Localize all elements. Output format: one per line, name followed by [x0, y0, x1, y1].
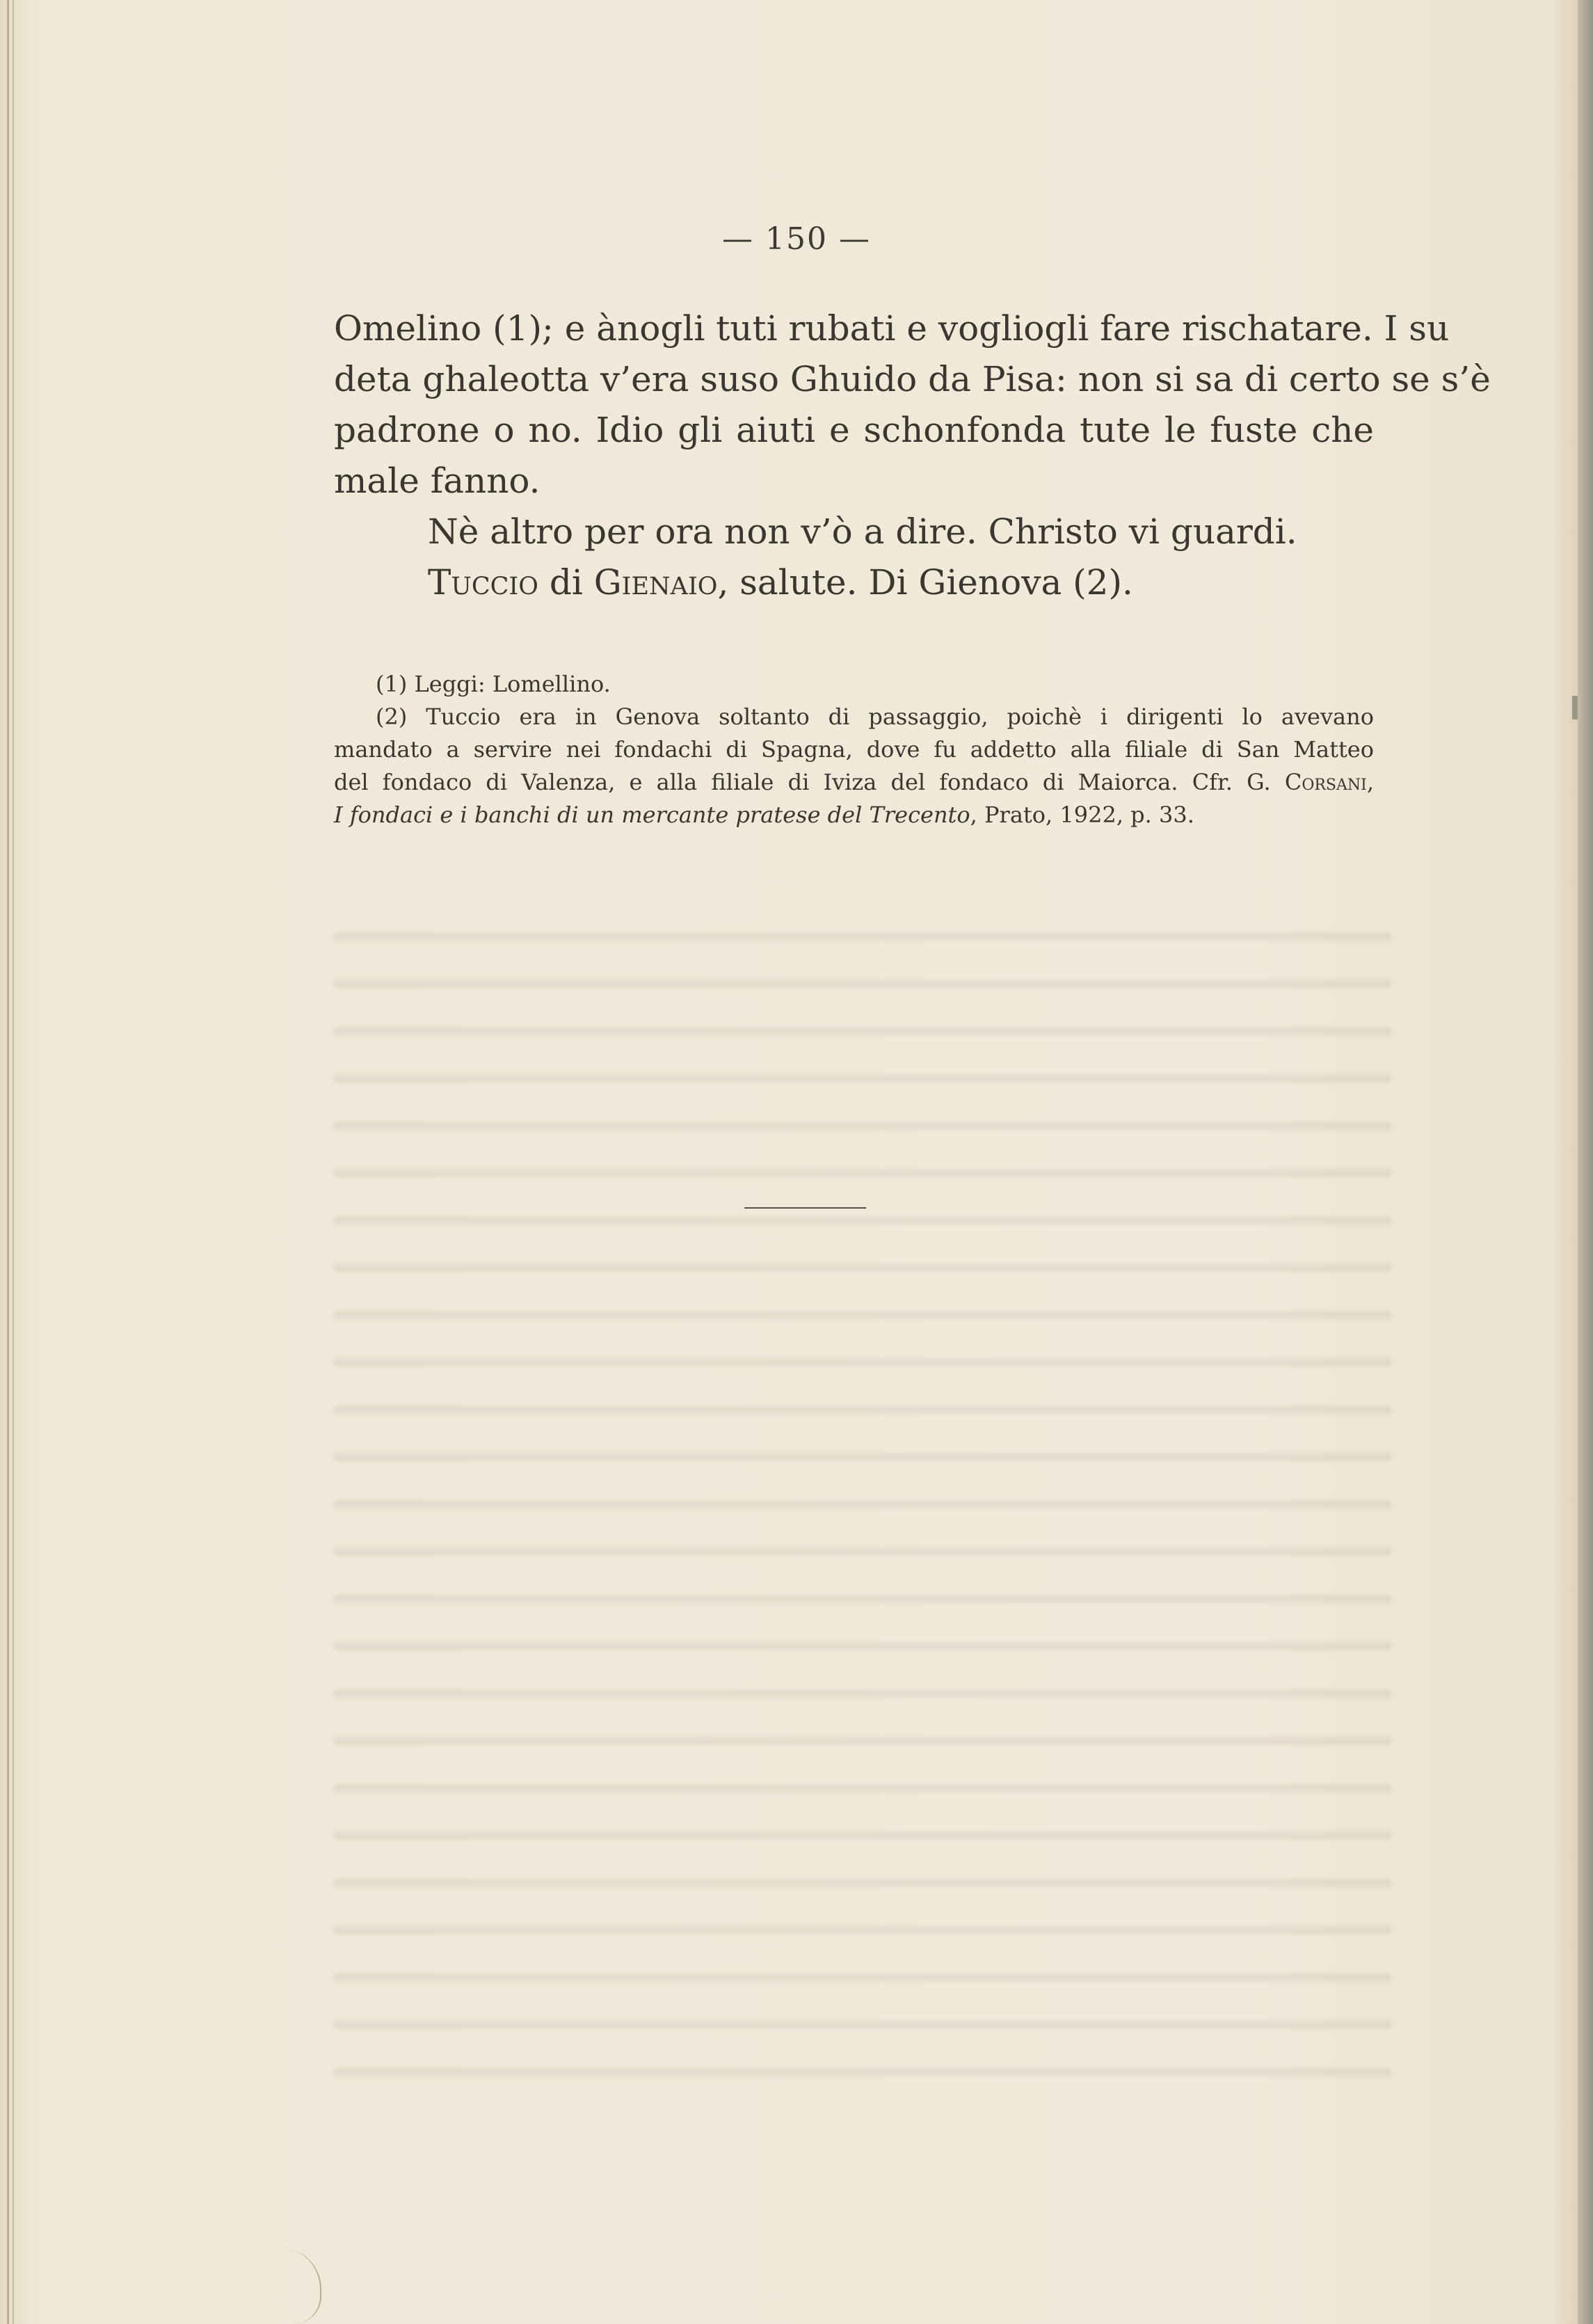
binding-edge-line	[13, 0, 14, 2324]
body-line: padrone o no. Idio gli aiuti e schonfonda tute le fuste che	[334, 410, 1374, 450]
signature-surname: Gienaio	[593, 562, 718, 603]
footnote-2-line: mandato a servire nei fondachi di Spagna, dove fu addetto alla filiale di San Matteo	[334, 736, 1374, 763]
footnote-2-line: (2) Tuccio era in Genova soltanto di passaggio, poichè i dirigenti lo avevano	[376, 703, 1374, 730]
signature-line	[334, 557, 1374, 608]
signature-rest: , salute. Di Gienova (2).	[717, 562, 1133, 603]
body-line: male fanno.	[334, 461, 541, 501]
footnote-2-line	[334, 766, 1374, 799]
end-rule	[744, 1207, 866, 1209]
footnote-1: (1) Leggi: Lomellino.	[376, 671, 611, 697]
footnote-text: , Prato, 1922, p. 33.	[970, 802, 1194, 828]
page-corner-curl	[257, 2247, 321, 2324]
footnote-2-line	[334, 799, 1374, 831]
letter-body	[334, 303, 1491, 608]
footnote-text: del fondaco di Valenza, e alla filiale di Iviza del fondaco di Maiorca. Cfr. G.	[334, 769, 1285, 795]
footnotes	[334, 668, 1374, 831]
body-line: Omelino (1); e ànogli tuti rubati e vogliogli fare rischatare. I su	[334, 308, 1450, 349]
closing-line: Nè altro per ora non v’ò a dire. Christo vi guardi.	[428, 511, 1297, 552]
book-title: I fondaci e i banchi di un mercante pratese del Trecento	[334, 802, 970, 828]
author-name: Corsani	[1284, 769, 1367, 795]
body-line: deta ghaleotta v’era suso Ghuido da Pisa: non si sa di certo se s’è	[334, 359, 1491, 399]
signature-name: Tuccio	[428, 562, 538, 603]
footnote-text: ,	[1366, 769, 1374, 795]
page-number: — 150 —	[722, 221, 871, 257]
binding-edge-line	[7, 0, 9, 2324]
bleed-through-text	[334, 905, 1391, 2087]
page-edge-tab	[1572, 696, 1578, 719]
page-edge	[1578, 0, 1593, 2324]
signature-connector: di	[538, 562, 594, 603]
